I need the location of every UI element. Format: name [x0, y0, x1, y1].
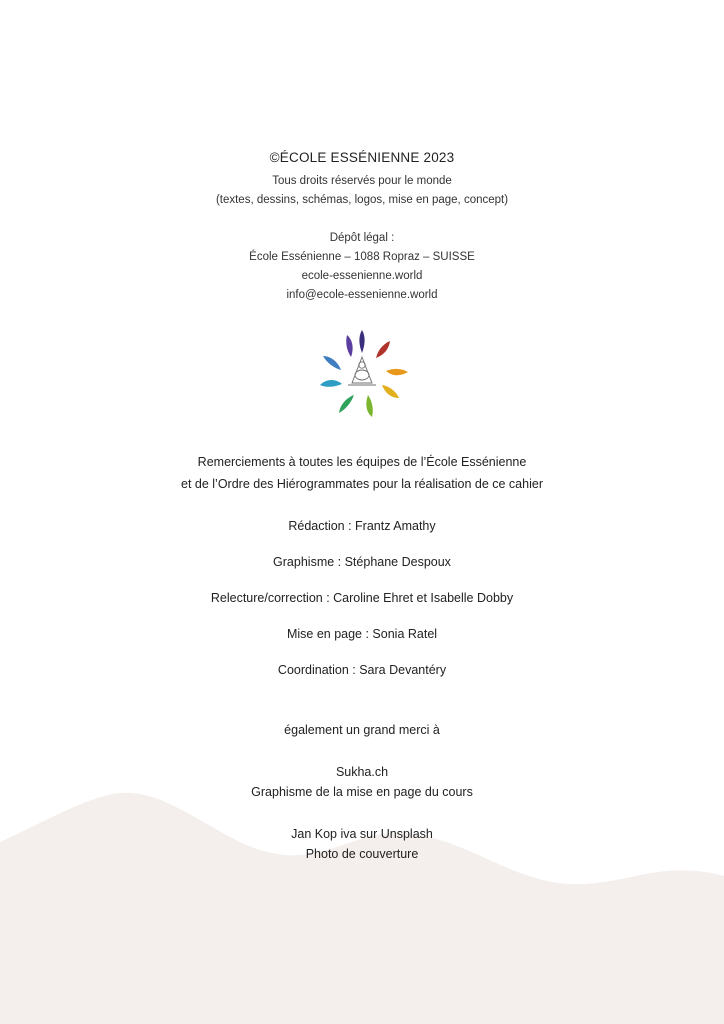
acknowledgement-line-1: Remerciements à toutes les équipes de l’École Essénienne: [197, 455, 527, 469]
extra-thanks-name-1: Sukha.ch: [335, 765, 389, 779]
extra-thanks-block: [0, 723, 724, 861]
credit-redaction: Rédaction : Frantz Amathy: [288, 519, 436, 533]
acknowledgement-line-2: et de l’Ordre des Hiérogrammates pour la réalisation de ce cahier: [181, 477, 543, 491]
extra-thanks-role-2: Photo de couverture: [305, 847, 419, 861]
rights-line-2: (textes, dessins, schémas, logos, mise en page, concept): [215, 194, 509, 206]
credit-relecture: Relecture/correction : Caroline Ehret et Isabelle Dobby: [210, 591, 514, 605]
legal-line-1: Dépôt légal :: [329, 232, 395, 244]
document-content: [0, 150, 724, 861]
credit-graphisme: Graphisme : Stéphane Despoux: [273, 555, 451, 569]
extra-thanks-name-2: Jan Kop iva sur Unsplash: [291, 827, 433, 841]
extra-thanks-role-1: Graphisme de la mise en page du cours: [251, 785, 473, 799]
credit-coordination: Coordination : Sara Devantéry: [277, 663, 447, 677]
extra-thanks-intro: également un grand merci à: [284, 723, 440, 737]
credit-mise-en-page: Mise en page : Sonia Ratel: [286, 627, 438, 641]
acknowledgement-block: [0, 455, 724, 491]
legal-line-2: École Essénienne – 1088 Ropraz – SUISSE: [249, 251, 475, 263]
credits-block: [0, 519, 724, 677]
extra-thanks-group-1: [0, 765, 724, 799]
copyright-line: ©ÉCOLE ESSÉNIENNE 2023: [269, 150, 455, 165]
ecole-essenienne-logo-icon: [308, 327, 416, 419]
extra-thanks-group-2: [0, 827, 724, 861]
legal-deposit-block: [0, 232, 724, 301]
logo-container: [0, 327, 724, 419]
rights-line-1: Tous droits réservés pour le monde: [272, 175, 452, 187]
rights-block: [0, 175, 724, 206]
contact-email[interactable]: info@ecole-essenienne.world: [286, 289, 438, 301]
website-url[interactable]: ecole-essenienne.world: [301, 270, 423, 282]
